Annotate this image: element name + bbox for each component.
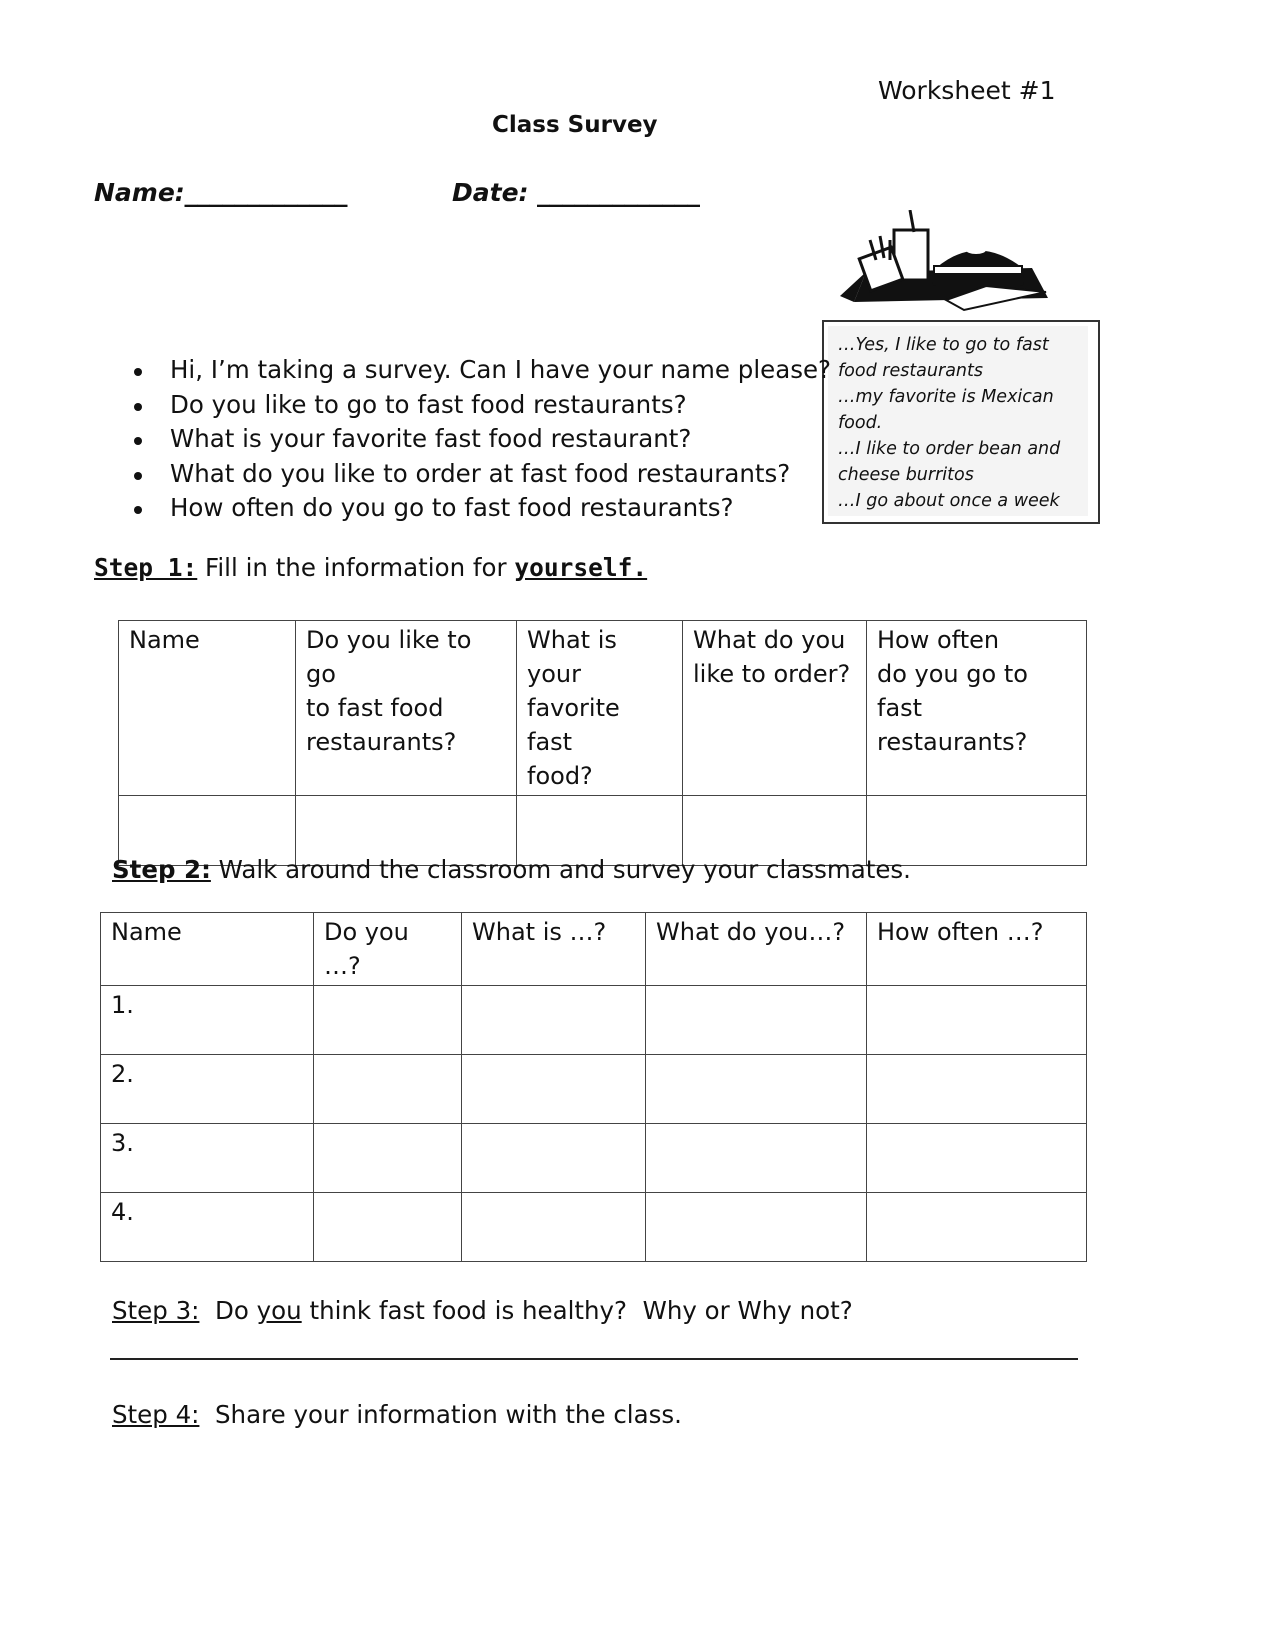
example-answer-line: …my favorite is Mexican	[838, 387, 1054, 407]
step-2-instruction	[112, 855, 911, 884]
row-number[interactable]: 4.	[101, 1193, 314, 1262]
step-1-instruction	[94, 553, 647, 582]
table-header-cell: How often do you go to fast restaurants?	[867, 621, 1087, 796]
survey-question: What is your favorite fast food restaurant?	[130, 422, 831, 457]
table-header-cell: Do you …?	[314, 913, 462, 986]
answer-cell[interactable]	[646, 1055, 867, 1124]
step-4-label: Step 4:	[112, 1400, 200, 1429]
table-row	[101, 1124, 1087, 1193]
answer-cell[interactable]	[314, 1124, 462, 1193]
survey-question: Hi, I’m taking a survey. Can I have your name please?	[130, 353, 831, 388]
example-answer-line: food restaurants	[838, 361, 983, 381]
table-header-cell: What is your favorite fast food?	[517, 621, 683, 796]
table-header-cell: Do you like to go to fast food restaurants?	[296, 621, 517, 796]
answer-cell[interactable]	[462, 986, 646, 1055]
answer-cell[interactable]	[314, 986, 462, 1055]
table-header-cell: What do you like to order?	[683, 621, 867, 796]
example-answers-text	[828, 326, 1088, 516]
step-4-text: Share your information with the class.	[199, 1400, 682, 1429]
survey-question: How often do you go to fast food restaurants?	[130, 491, 831, 526]
step-3-answer-line	[110, 1358, 1078, 1360]
example-answer-line: food.	[838, 413, 883, 433]
table-row	[101, 1193, 1087, 1262]
answer-cell[interactable]	[314, 1193, 462, 1262]
example-answer-line: …I go about once a week	[838, 491, 1060, 511]
example-answer-line: …Yes, I like to go to fast	[838, 335, 1049, 355]
fast-food-clipart-icon	[836, 210, 1050, 318]
survey-questions-list	[130, 353, 831, 526]
table-header-cell: Name	[101, 913, 314, 986]
answer-cell[interactable]	[646, 1193, 867, 1262]
row-number[interactable]: 3.	[101, 1124, 314, 1193]
row-number[interactable]: 2.	[101, 1055, 314, 1124]
answer-cell[interactable]	[867, 1055, 1087, 1124]
table-header-cell: Name	[119, 621, 296, 796]
survey-question: What do you like to order at fast food restaurants?	[130, 457, 831, 492]
example-answer-line: cheese burritos	[838, 465, 974, 485]
answer-cell[interactable]	[462, 1124, 646, 1193]
step-2-label: Step 2:	[112, 855, 211, 884]
step-1-emphasis: yourself.	[514, 553, 648, 582]
table-row	[101, 1055, 1087, 1124]
step-3-text-after: think fast food is healthy? Why or Why not?	[301, 1296, 853, 1325]
name-field-label: Name:_____________	[94, 178, 348, 207]
answer-cell[interactable]	[646, 1124, 867, 1193]
table-header-cell: What do you…?	[646, 913, 867, 986]
classmates-survey-table	[100, 912, 1087, 1262]
step-2-text: Walk around the classroom and survey your classmates.	[210, 855, 911, 884]
table-header-cell: What is …?	[462, 913, 646, 986]
step-3-instruction	[112, 1296, 853, 1325]
self-survey-table	[118, 620, 1087, 866]
answer-cell[interactable]	[867, 986, 1087, 1055]
worksheet-number: Worksheet #1	[878, 76, 1056, 105]
step-1-text: Fill in the information for	[197, 553, 515, 582]
answer-cell[interactable]	[646, 986, 867, 1055]
survey-question: Do you like to go to fast food restaurants?	[130, 388, 831, 423]
answer-cell[interactable]	[462, 1055, 646, 1124]
answer-cell[interactable]	[314, 1055, 462, 1124]
step-4-instruction	[112, 1400, 682, 1429]
date-field-label: Date: _____________	[452, 178, 700, 207]
example-answer-line: …I like to order bean and	[838, 439, 1061, 459]
step-1-label: Step 1:	[94, 553, 198, 582]
table-header-cell: How often …?	[867, 913, 1087, 986]
answer-cell[interactable]	[462, 1193, 646, 1262]
table-row	[101, 986, 1087, 1055]
answer-cell[interactable]	[867, 1193, 1087, 1262]
row-number[interactable]: 1.	[101, 986, 314, 1055]
example-answers-box	[822, 320, 1100, 524]
step-3-emphasis: you	[256, 1296, 302, 1325]
page-title: Class Survey	[492, 112, 658, 138]
step-3-text-before: Do	[199, 1296, 257, 1325]
answer-cell[interactable]	[867, 1124, 1087, 1193]
step-3-label: Step 3:	[112, 1296, 200, 1325]
